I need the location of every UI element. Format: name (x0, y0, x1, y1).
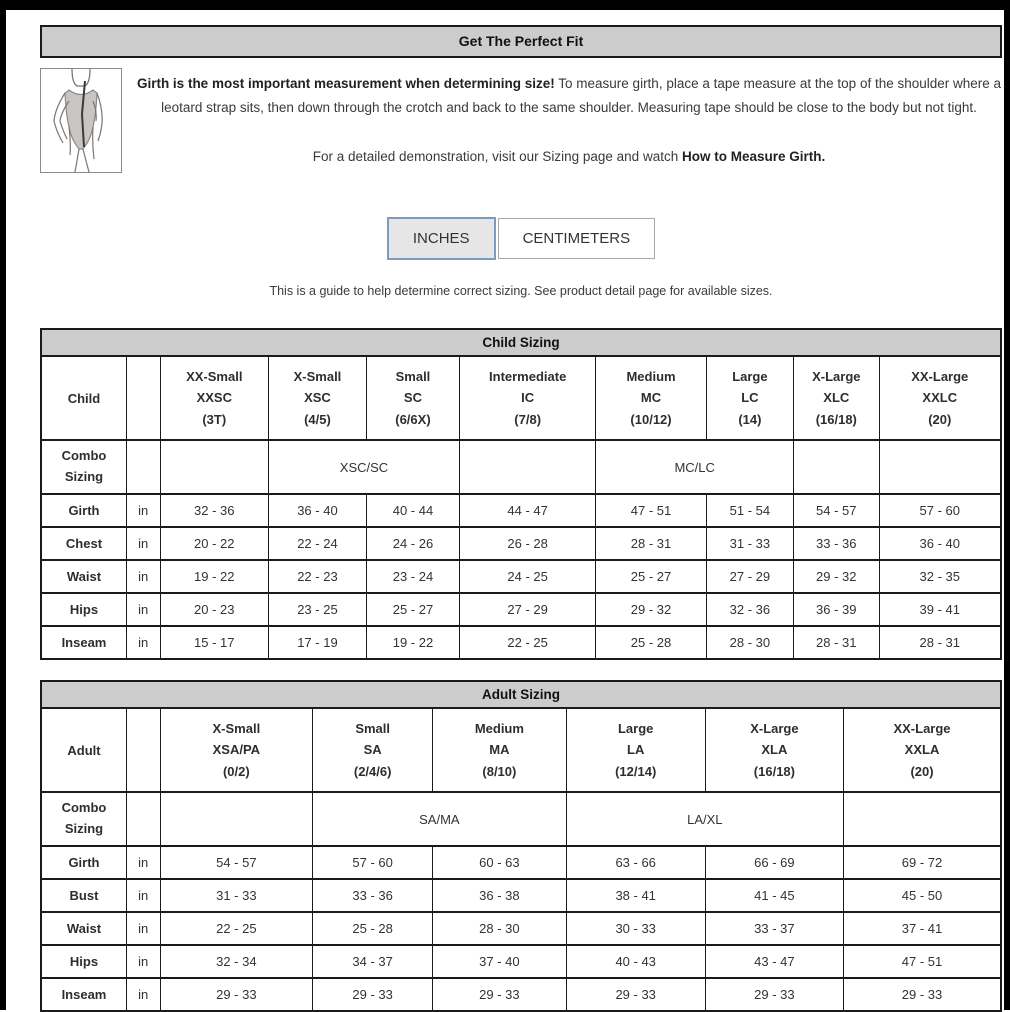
measurement-value: 32 - 36 (160, 494, 268, 527)
size-column-header (844, 708, 1001, 792)
measurement-value: 36 - 39 (794, 593, 879, 626)
size-range: (10/12) (630, 411, 672, 427)
size-code: XXLA (904, 742, 940, 758)
demo-bold: How to Measure Girth. (681, 148, 826, 164)
measurement-value: 29 - 33 (433, 978, 566, 1011)
measurement-value: 45 - 50 (844, 879, 1001, 912)
size-code: XXSC (196, 390, 232, 406)
combo-sizing-cell: SA/MA (313, 792, 566, 846)
measurement-value: 23 - 24 (366, 560, 459, 593)
table-title: Adult Sizing (41, 681, 1001, 708)
measurement-value: 15 - 17 (160, 626, 268, 659)
measurement-row (41, 978, 1001, 1011)
measurement-value: 26 - 28 (460, 527, 596, 560)
measurement-value: 19 - 22 (160, 560, 268, 593)
girth-instructions (136, 72, 1002, 121)
measurement-value: 40 - 44 (366, 494, 459, 527)
combo-sizing-cell: LA/XL (566, 792, 843, 846)
size-column-header (705, 708, 843, 792)
measurement-value: 29 - 33 (160, 978, 313, 1011)
page-title: Get The Perfect Fit (40, 25, 1002, 58)
intro-text-column (122, 68, 1002, 164)
measurement-value: 25 - 27 (366, 593, 459, 626)
measurement-row (41, 560, 1001, 593)
combo-label-line: Combo (61, 448, 107, 464)
size-code: LC (741, 390, 759, 406)
unit-cell: in (126, 879, 160, 912)
measurement-value: 29 - 33 (313, 978, 433, 1011)
size-code: XSC (304, 390, 331, 406)
combo-sizing-cell (160, 792, 313, 846)
measurement-value: 22 - 24 (269, 527, 367, 560)
unit-cell: in (126, 945, 160, 978)
measurement-value: 40 - 43 (566, 945, 705, 978)
child-sizing-table (40, 328, 1002, 660)
measurement-value: 47 - 51 (596, 494, 706, 527)
table-title: Child Sizing (41, 329, 1001, 356)
size-name: XX-Large (911, 368, 969, 384)
measurement-row (41, 626, 1001, 659)
adult-sizing-table (40, 680, 1002, 1012)
measurement-label: Girth (41, 846, 126, 879)
size-code: XLC (823, 390, 850, 406)
measurement-value: 36 - 40 (879, 527, 1001, 560)
girth-instructions-bold: Girth is the most important measurement when determining size! (136, 76, 555, 91)
measurement-value: 31 - 33 (706, 527, 793, 560)
size-name: XX-Small (186, 368, 243, 384)
measurement-value: 51 - 54 (706, 494, 793, 527)
unit-cell: in (126, 527, 160, 560)
measurement-value: 63 - 66 (566, 846, 705, 879)
measurement-value: 29 - 33 (844, 978, 1001, 1011)
combo-sizing-cell (794, 440, 879, 494)
size-column-header (160, 356, 268, 440)
measurement-value: 57 - 60 (313, 846, 433, 879)
sizing-guide-note: This is a guide to help determine correct sizing. See product detail page for available sizes. (269, 284, 773, 298)
centimeters-button[interactable]: CENTIMETERS (498, 218, 656, 259)
measurement-value: 28 - 31 (596, 527, 706, 560)
measurement-label: Chest (41, 527, 126, 560)
measurement-value: 24 - 26 (366, 527, 459, 560)
measurement-label: Inseam (41, 978, 126, 1011)
size-name: Small (395, 368, 431, 384)
measurement-value: 32 - 34 (160, 945, 313, 978)
unit-cell: in (126, 846, 160, 879)
size-name: X-Large (750, 720, 799, 736)
size-name: Large (732, 368, 768, 384)
combo-unit-cell (126, 440, 160, 494)
measurement-value: 22 - 23 (269, 560, 367, 593)
size-range: (12/14) (615, 763, 657, 779)
size-code: MA (489, 742, 510, 758)
measurement-row (41, 912, 1001, 945)
measurement-value: 31 - 33 (160, 879, 313, 912)
size-name: X-Large (812, 368, 861, 384)
size-name: X-Small (212, 720, 261, 736)
measurement-label: Girth (41, 494, 126, 527)
girth-instructions-rest: To measure girth, place a tape measure at the top of the shoulder where a leotard strap sits, then down through the crotch and back to the same shoulder. Measuring tape should be close to the body but not tight. (161, 76, 1002, 116)
measurement-value: 20 - 22 (160, 527, 268, 560)
size-code: XLA (761, 742, 788, 758)
measurement-value: 33 - 37 (705, 912, 843, 945)
unit-cell: in (126, 494, 160, 527)
size-range: (7/8) (514, 411, 542, 427)
size-range: (14) (738, 411, 762, 427)
size-column-header (160, 708, 313, 792)
measurement-value: 41 - 45 (705, 879, 843, 912)
size-code: IC (521, 390, 535, 406)
size-range: (20) (928, 411, 952, 427)
measurement-label: Inseam (41, 626, 126, 659)
size-column-header (794, 356, 879, 440)
measurement-value: 34 - 37 (313, 945, 433, 978)
measurement-value: 32 - 35 (879, 560, 1001, 593)
measurement-value: 24 - 25 (460, 560, 596, 593)
measurement-value: 25 - 28 (596, 626, 706, 659)
measurement-label: Waist (41, 560, 126, 593)
size-range: (16/18) (753, 763, 795, 779)
demo-link-text (136, 149, 1002, 164)
measurement-value: 20 - 23 (160, 593, 268, 626)
unit-cell: in (126, 626, 160, 659)
size-column-header (706, 356, 793, 440)
size-name: Medium (626, 368, 676, 384)
combo-sizing-cell (160, 440, 268, 494)
measurement-value: 36 - 38 (433, 879, 566, 912)
size-code: XSA/PA (212, 742, 261, 758)
measurement-value: 32 - 36 (706, 593, 793, 626)
measurement-row (41, 945, 1001, 978)
unit-cell: in (126, 560, 160, 593)
size-code: MC (640, 390, 662, 406)
measurement-value: 22 - 25 (160, 912, 313, 945)
page-content (6, 10, 1004, 1012)
combo-sizing-cell (844, 792, 1001, 846)
measurement-row (41, 593, 1001, 626)
measurement-value: 27 - 29 (460, 593, 596, 626)
size-column-header (313, 708, 433, 792)
combo-label-line: Sizing (64, 821, 104, 836)
size-name: Small (355, 720, 390, 736)
size-name: X-Small (293, 368, 342, 384)
size-column-header (269, 356, 367, 440)
measurement-value: 17 - 19 (269, 626, 367, 659)
demo-prefix: For a detailed demonstration, visit our Sizing page and watch (312, 148, 682, 164)
measurement-value: 19 - 22 (366, 626, 459, 659)
measurement-value: 29 - 33 (566, 978, 705, 1011)
unit-cell: in (126, 593, 160, 626)
intro-section (40, 68, 1002, 173)
combo-sizing-label (41, 440, 126, 494)
size-name: Intermediate (489, 368, 567, 384)
measurement-value: 28 - 30 (433, 912, 566, 945)
unit-cell: in (126, 978, 160, 1011)
measurement-value: 28 - 31 (794, 626, 879, 659)
girth-measurement-illustration (40, 68, 122, 173)
measurement-value: 30 - 33 (566, 912, 705, 945)
measurement-value: 27 - 29 (706, 560, 793, 593)
size-code: SC (403, 390, 422, 406)
measurement-value: 28 - 31 (879, 626, 1001, 659)
combo-label-line: Sizing (64, 469, 104, 484)
size-range: (16/18) (815, 411, 857, 427)
size-range: (2/4/6) (353, 763, 392, 779)
measurement-value: 37 - 40 (433, 945, 566, 978)
measurement-label: Bust (41, 879, 126, 912)
measurement-row (41, 494, 1001, 527)
size-range: (0/2) (222, 763, 250, 779)
combo-sizing-cell (879, 440, 1001, 494)
size-range: (6/6X) (395, 411, 431, 427)
size-column-header (879, 356, 1001, 440)
measurement-label: Waist (41, 912, 126, 945)
measurement-value: 43 - 47 (705, 945, 843, 978)
measurement-value: 66 - 69 (705, 846, 843, 879)
measurement-value: 60 - 63 (433, 846, 566, 879)
measurement-value: 28 - 30 (706, 626, 793, 659)
measurement-value: 37 - 41 (844, 912, 1001, 945)
measurement-value: 57 - 60 (879, 494, 1001, 527)
row-header-label: Child (41, 356, 126, 440)
combo-sizing-cell (460, 440, 596, 494)
size-column-header (596, 356, 706, 440)
measurement-value: 39 - 41 (879, 593, 1001, 626)
size-name: Medium (474, 720, 524, 736)
measurement-value: 38 - 41 (566, 879, 705, 912)
combo-sizing-label (41, 792, 126, 846)
size-column-header (566, 708, 705, 792)
combo-sizing-cell: MC/LC (596, 440, 794, 494)
measurement-value: 69 - 72 (844, 846, 1001, 879)
measurement-value: 29 - 32 (794, 560, 879, 593)
size-column-header (366, 356, 459, 440)
row-header-label: Adult (41, 708, 126, 792)
size-name: XX-Large (893, 720, 951, 736)
measurement-value: 25 - 28 (313, 912, 433, 945)
size-column-header (433, 708, 566, 792)
measurement-value: 47 - 51 (844, 945, 1001, 978)
size-name: Large (617, 720, 654, 736)
measurement-value: 54 - 57 (794, 494, 879, 527)
size-range: (20) (910, 763, 934, 779)
size-code: SA (363, 742, 382, 758)
measurement-value: 29 - 33 (705, 978, 843, 1011)
unit-header-cell (126, 708, 160, 792)
combo-sizing-cell: XSC/SC (269, 440, 460, 494)
size-range: (4/5) (304, 411, 331, 427)
measurement-label: Hips (41, 593, 126, 626)
measurement-value: 29 - 32 (596, 593, 706, 626)
combo-unit-cell (126, 792, 160, 846)
measurement-row (41, 846, 1001, 879)
measurement-value: 33 - 36 (313, 879, 433, 912)
measurement-value: 25 - 27 (596, 560, 706, 593)
size-column-header (460, 356, 596, 440)
size-code: XXLC (922, 390, 958, 406)
measurement-row (41, 879, 1001, 912)
measurement-label: Hips (41, 945, 126, 978)
unit-cell: in (126, 912, 160, 945)
combo-label-line: Combo (61, 800, 107, 816)
measurement-value: 22 - 25 (460, 626, 596, 659)
size-code: LA (627, 742, 645, 758)
unit-header-cell (126, 356, 160, 440)
measurement-value: 23 - 25 (269, 593, 367, 626)
inches-button[interactable]: INCHES (387, 217, 496, 260)
measurement-value: 44 - 47 (460, 494, 596, 527)
measurement-value: 54 - 57 (160, 846, 313, 879)
unit-toggle (40, 217, 1002, 260)
measurement-row (41, 527, 1001, 560)
size-range: (8/10) (482, 763, 517, 779)
size-range: (3T) (202, 411, 227, 427)
measurement-value: 36 - 40 (269, 494, 367, 527)
measurement-value: 33 - 36 (794, 527, 879, 560)
leotard-figure-icon (41, 69, 121, 172)
